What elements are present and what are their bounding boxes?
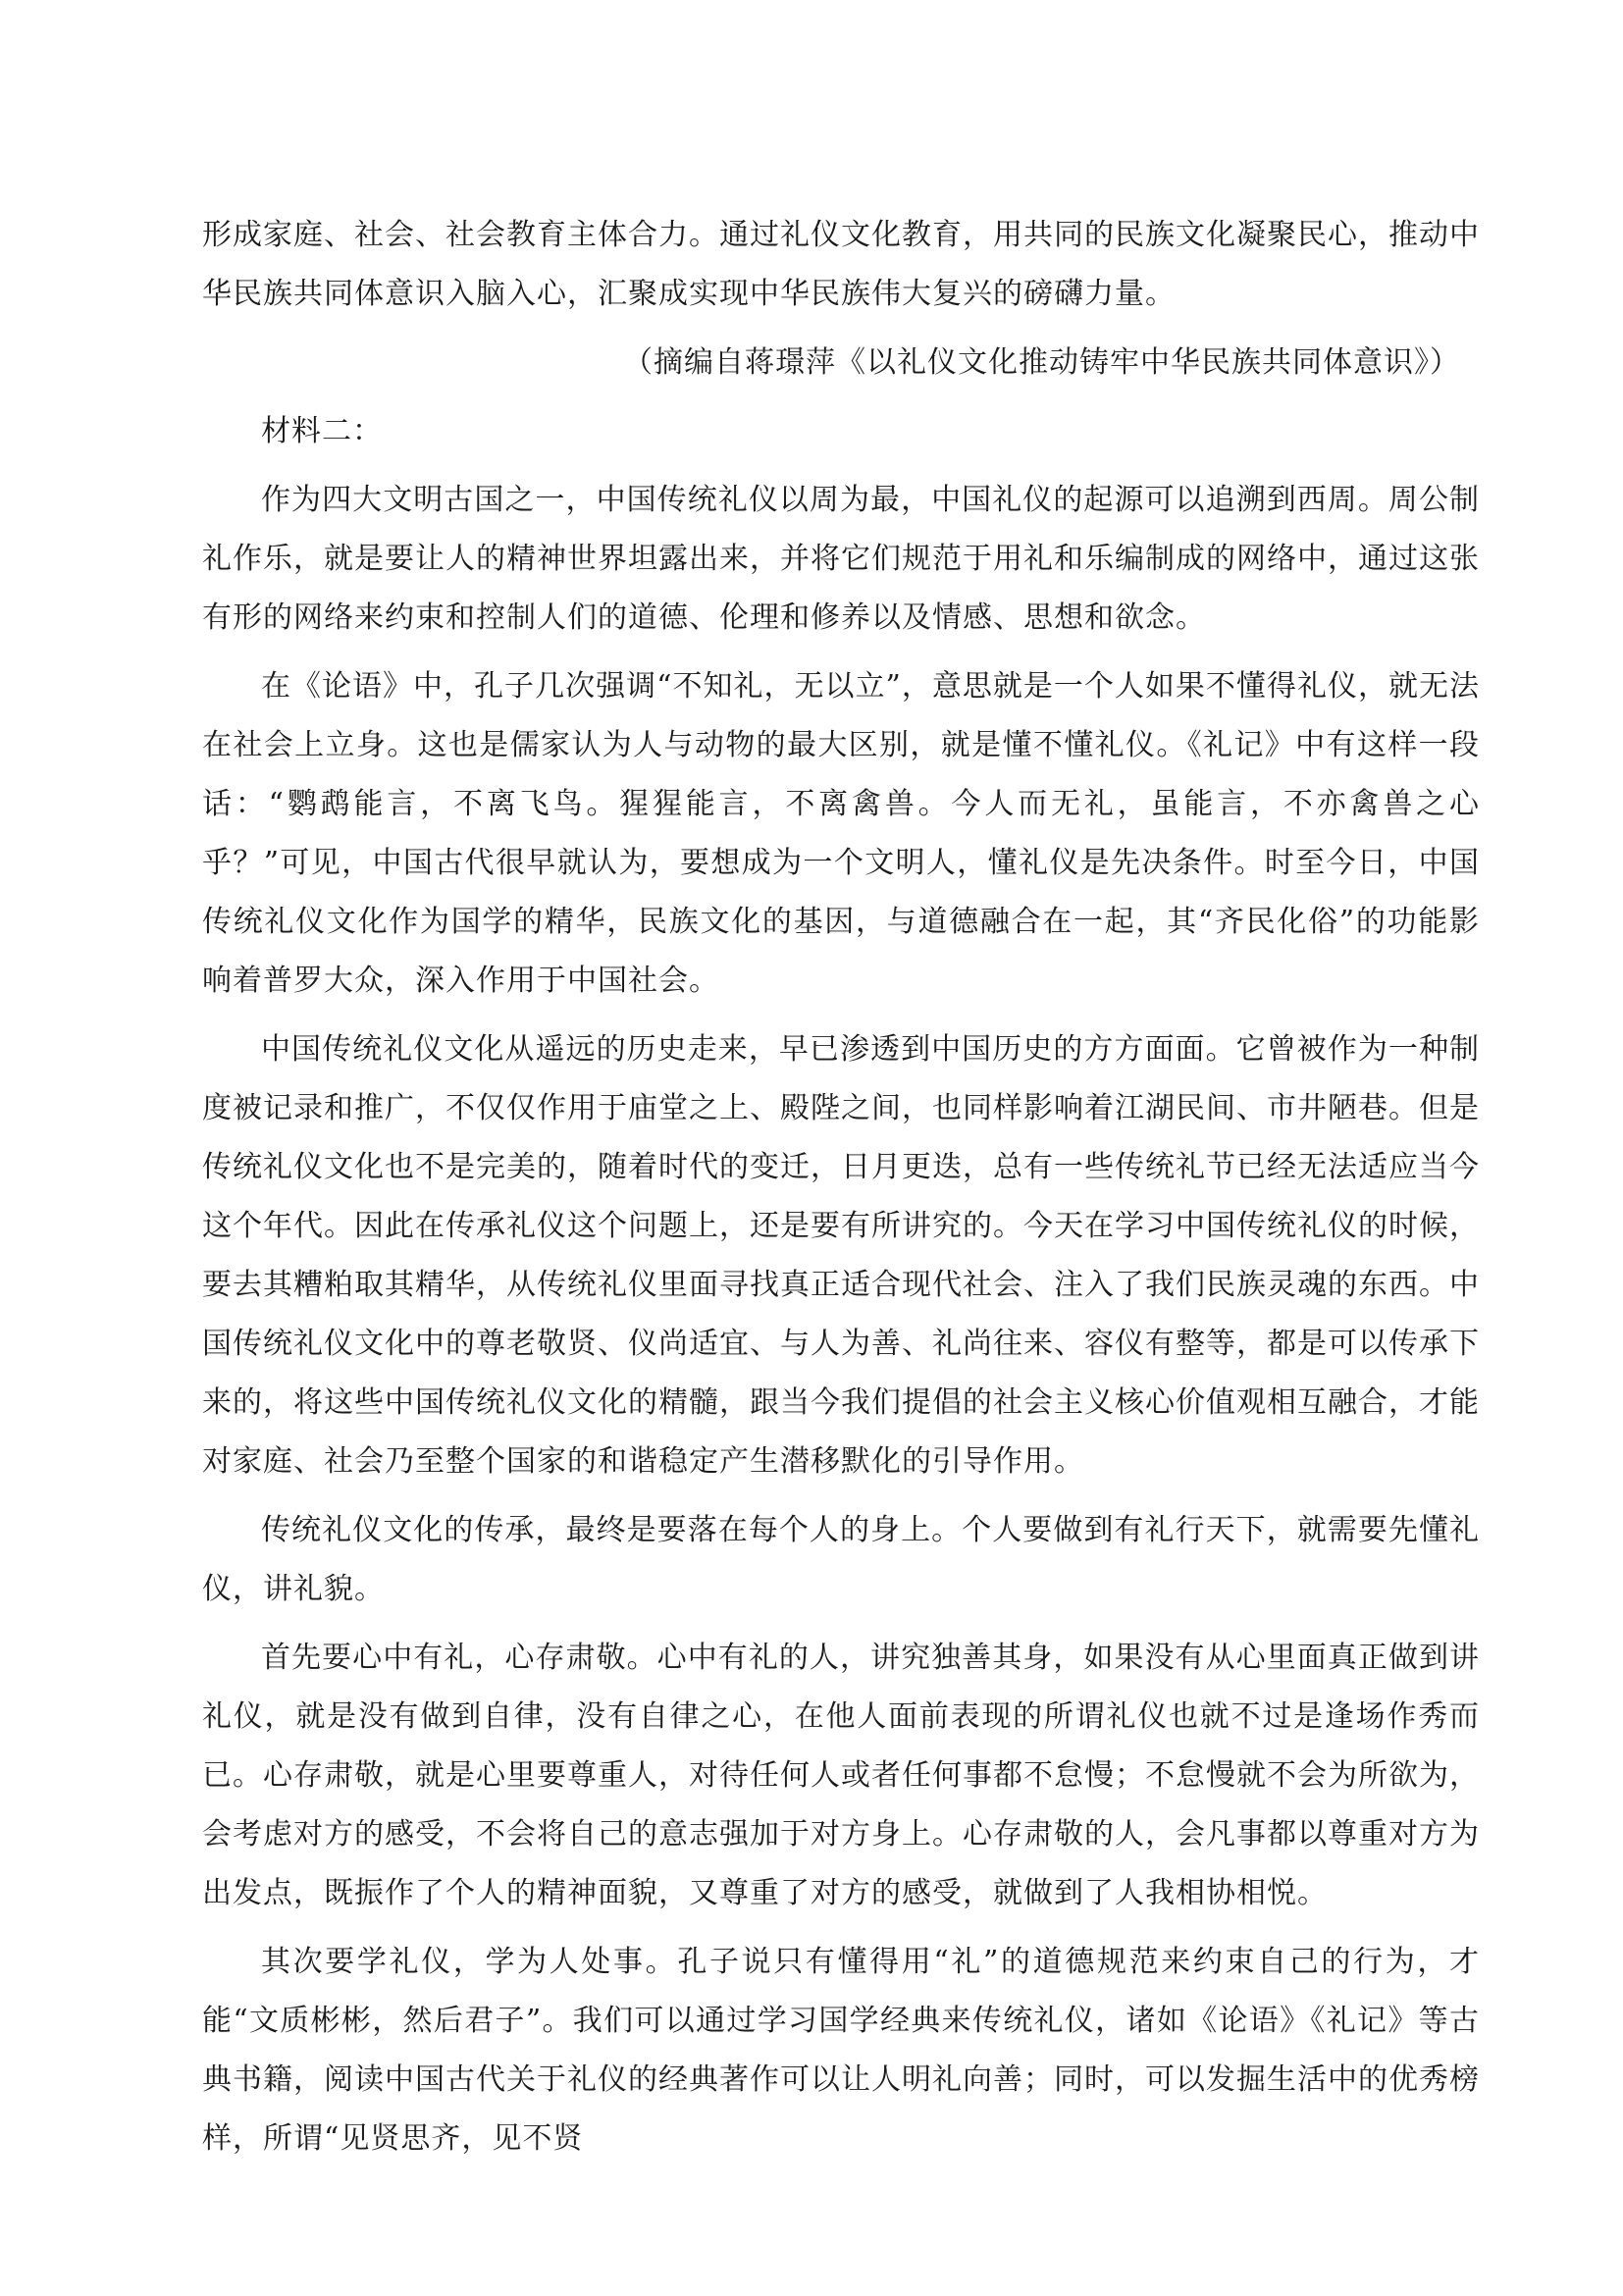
paragraph: 首先要心中有礼，心存肃敬。心中有礼的人，讲究独善其身，如果没有从心里面真正做到讲礼仪，就是没有做到自律，没有自律之心，在他人面前表现的所谓礼仪也就不过是逢场作秀而已。心存肃敬，就是心里要尊重人，对待任何人或者任何事都不怠慢；不怠慢就不会为所欲为，会考虑对方的感受，不会将自己的意志强加于对方身上。心存肃敬的人，会凡事都以尊重对方为出发点，既振作了个人的精神面貌，又尊重了对方的感受，就做到了人我相协相悦。 [202,1641,1480,1910]
paragraph: 中国传统礼仪文化从遥远的历史走来，早已渗透到中国历史的方方面面。它曾被作为一种制度被记录和推广，不仅仅作用于庙堂之上、殿陛之间，也同样影响着江湖民间、市井陋巷。但是传统礼仪文化也不是完美的，随着时代的变迁，日月更迭，总有一些传统礼节已经无法适应当今这个年代。因此在传承礼仪这个问题上，还是要有所讲究的。今天在学习中国传统礼仪的时候，要去其糟粕取其精华，从传统礼仪里面寻找真正适合现代社会、注入了我们民族灵魂的东西。中国传统礼仪文化中的尊老敬贤、仪尚适宜、与人为善、礼尚往来、容仪有整等，都是可以传承下来的，将这些中国传统礼仪文化的精髓，跟当今我们提倡的社会主义核心价值观相互融合，才能对家庭、社会乃至整个国家的和谐稳定产生潜移默化的引导作用。 [202,1032,1480,1479]
paragraph: 传统礼仪文化的传承，最终是要落在每个人的身上。个人要做到有礼行天下，就需要先懂礼仪，讲礼貌。 [202,1513,1480,1606]
paragraph-continuation: 形成家庭、社会、社会教育主体合力。通过礼仪文化教育，用共同的民族文化凝聚民心，推动中华民族共同体意识入脑入心，汇聚成实现中华民族伟大复兴的磅礴力量。 [202,218,1480,311]
paragraph: 在《论语》中，孔子几次强调“不知礼，无以立”，意思就是一个人如果不懂得礼仪，就无法在社会上立身。这也是儒家认为人与动物的最大区别，就是懂不懂礼仪。《礼记》中有这样一段话：“鹦鹉能言，不离飞鸟。猩猩能言，不离禽兽。今人而无礼，虽能言，不亦禽兽之心乎？”可见，中国古代很早就认为，要想成为一个文明人，懂礼仪是先决条件。时至今日，中国传统礼仪文化作为国学的精华，民族文化的基因，与道德融合在一起，其“齐民化俗”的功能影响着普罗大众，深入作用于中国社会。 [202,669,1480,998]
document-body [202,206,1480,2168]
paragraph: 作为四大文明古国之一，中国传统礼仪以周为最，中国礼仪的起源可以追溯到西周。周公制礼作乐，就是要让人的精神世界坦露出来，并将它们规范于用礼和乐编制成的网络中，通过这张有形的网络来约束和控制人们的道德、伦理和修养以及情感、思想和欲念。 [202,483,1480,635]
paragraph: 其次要学礼仪，学为人处事。孔子说只有懂得用“礼”的道德规范来约束自己的行为，才能“文质彬彬，然后君子”。我们可以通过学习国学经典来传统礼仪，诸如《论语》《礼记》等古典书籍，阅读中国古代关于礼仪的经典著作可以让人明礼向善；同时，可以发掘生活中的优秀榜样，所谓“见贤思齐，见不贤 [202,1945,1480,2156]
material-heading: 材料二： [261,414,383,448]
source-citation: （摘编自蒋璟萍《以礼仪文化推动铸牢中华民族共同体意识》） [623,345,1460,380]
